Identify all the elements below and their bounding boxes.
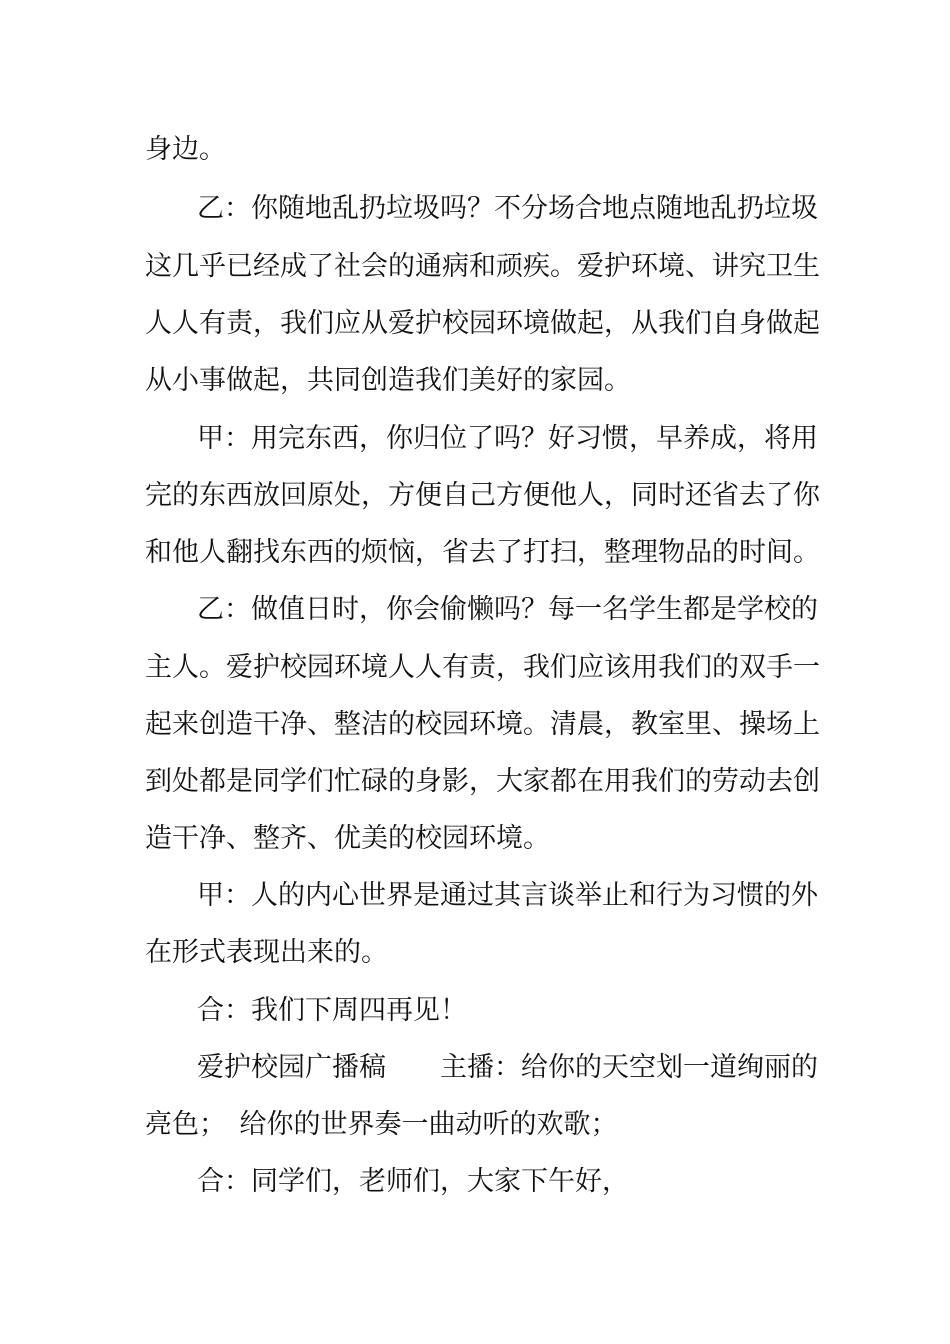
text-line: 甲：人的内心世界是通过其言谈举止和行为习惯的外 (197, 880, 818, 911)
text-line: 合：同学们，老师们，大家下午好， (197, 1166, 629, 1197)
text-line: 身边。 (145, 134, 226, 165)
text-line: 完的东西放回原处，方便自己方便他人，同时还省去了你 (145, 480, 820, 511)
text-line: 在形式表现出来的。 (145, 937, 388, 968)
text-line: 主人。爱护校园环境人人有责，我们应该用我们的双手一 (145, 652, 820, 683)
text-line: 和他人翻找东西的烦恼，省去了打扫，整理物品的时间。 (145, 537, 820, 568)
text-line: 起来创造干净、整洁的校园环境。清晨，教室里、操场上 (145, 709, 820, 740)
text-line: 乙：做值日时，你会偷懒吗？每一名学生都是学校的 (197, 594, 818, 625)
text-line: 亮色； 给你的世界奏一曲动听的欢歌； (145, 1109, 618, 1140)
text-line: 从小事做起，共同创造我们美好的家园。 (145, 365, 631, 396)
text-line: 甲：用完东西，你归位了吗？好习惯，早养成，将用 (197, 423, 818, 454)
text-line: 人人有责，我们应从爱护校园环境做起，从我们自身做起 (145, 308, 820, 339)
text-line: 到处都是同学们忙碌的身影，大家都在用我们的劳动去创 (145, 766, 820, 797)
text-line: 爱护校园广播稿 主播：给你的天空划一道绚丽的 (197, 1052, 818, 1083)
text-line: 乙：你随地乱扔垃圾吗？不分场合地点随地乱扔垃圾 (197, 193, 818, 224)
text-line: 这几乎已经成了社会的通病和顽疾。爱护环境、讲究卫生 (145, 251, 820, 282)
text-line: 造干净、整齐、优美的校园环境。 (145, 823, 550, 854)
text-line: 合：我们下周四再见！ (197, 995, 467, 1026)
